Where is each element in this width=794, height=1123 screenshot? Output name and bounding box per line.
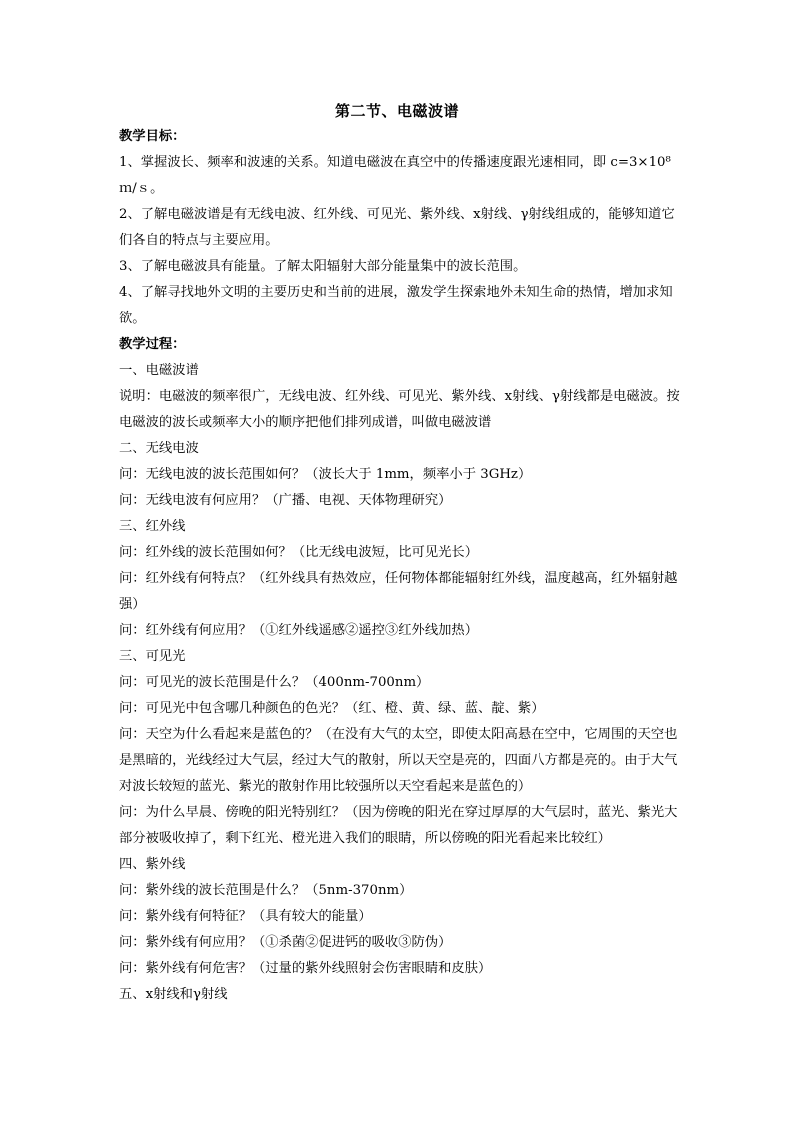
paragraph: 问：红外线有何特点？（红外线具有热效应，任何物体都能辐射红外线，温度越高，红外辐射越强） (119, 571, 678, 612)
paragraph: 问：红外线有何应用？（①红外线遥感②遥控③红外线加热） (119, 623, 479, 638)
paragraph: 问：可见光的波长范围是什么？（400nm-700nm） (119, 675, 430, 690)
paragraph: 问：无线电波的波长范围如何？（波长大于 1mm，频率小于 3GHz） (119, 467, 532, 482)
paragraph: 1、掌握波长、频率和波速的关系。知道电磁波在真空中的传播速度跟光速相同，即 c=3×10⁸ ｍ/ｓ。 (119, 155, 671, 196)
paragraph: 三、红外线 (119, 519, 186, 534)
paragraph: 一、电磁波谱 (119, 363, 199, 378)
paragraph: 问：紫外线有何危害？（过量的紫外线照射会伤害眼睛和皮肤） (119, 961, 492, 976)
paragraph: 二、无线电波 (119, 441, 199, 456)
paragraph: 五、x射线和γ射线 (119, 987, 228, 1002)
paragraph: 问：为什么早晨、傍晚的阳光特别红？（因为傍晚的阳光在穿过厚厚的大气层时，蓝光、紫光大部分被吸收掉了，剩下红光、橙光进入我们的眼睛，所以傍晚的阳光看起来比较红） (119, 805, 678, 846)
document-body (119, 124, 681, 1008)
paragraph: 问：可见光中包含哪几种颜色的色光？（红、橙、黄、绿、蓝、靛、紫） (119, 701, 545, 716)
paragraph: 问：紫外线有何应用？（①杀菌②促进钙的吸收③防伪） (119, 935, 452, 950)
paragraph: 2、了解电磁波谱是有无线电波、红外线、可见光、紫外线、x射线、γ射线组成的，能够知道它们各自的特点与主要应用。 (119, 207, 675, 248)
paragraph: 说明：电磁波的频率很广，无线电波、红外线、可见光、紫外线、x射线、γ射线都是电磁波。按电磁波的波长或频率大小的顺序把他们排列成谱，叫做电磁波谱 (119, 389, 680, 430)
paragraph: 3、了解电磁波具有能量。了解太阳辐射大部分能量集中的波长范围。 (119, 259, 527, 274)
paragraph: 问：紫外线的波长范围是什么？（5nm-370nm） (119, 883, 413, 898)
paragraph: 4、了解寻找地外文明的主要历史和当前的进展，激发学生探索地外未知生命的热情，增加求知欲。 (119, 285, 673, 326)
paragraph: 问：红外线的波长范围如何？（比无线电波短，比可见光长） (119, 545, 479, 560)
paragraph: 四、紫外线 (119, 857, 186, 872)
section-heading: 教学过程： (119, 337, 186, 352)
paragraph: 问：紫外线有何特征？（具有较大的能量） (119, 909, 372, 924)
paragraph: 三、可见光 (119, 649, 186, 664)
paragraph: 问：无线电波有何应用？（广播、电视、天体物理研究） (119, 493, 452, 508)
page-title: 第二节、电磁波谱 (334, 102, 459, 120)
paragraph: 问：天空为什么看起来是蓝色的？（在没有大气的太空，即使太阳高悬在空中，它周围的天空也是黑暗的，光线经过大气层，经过大气的散射，所以天空是亮的，四面八方都是亮的。由于大气对波长较短的蓝光、紫光的散射作用比较强所以天空看起来是蓝色的） (119, 727, 678, 794)
section-heading: 教学目标： (119, 129, 186, 144)
